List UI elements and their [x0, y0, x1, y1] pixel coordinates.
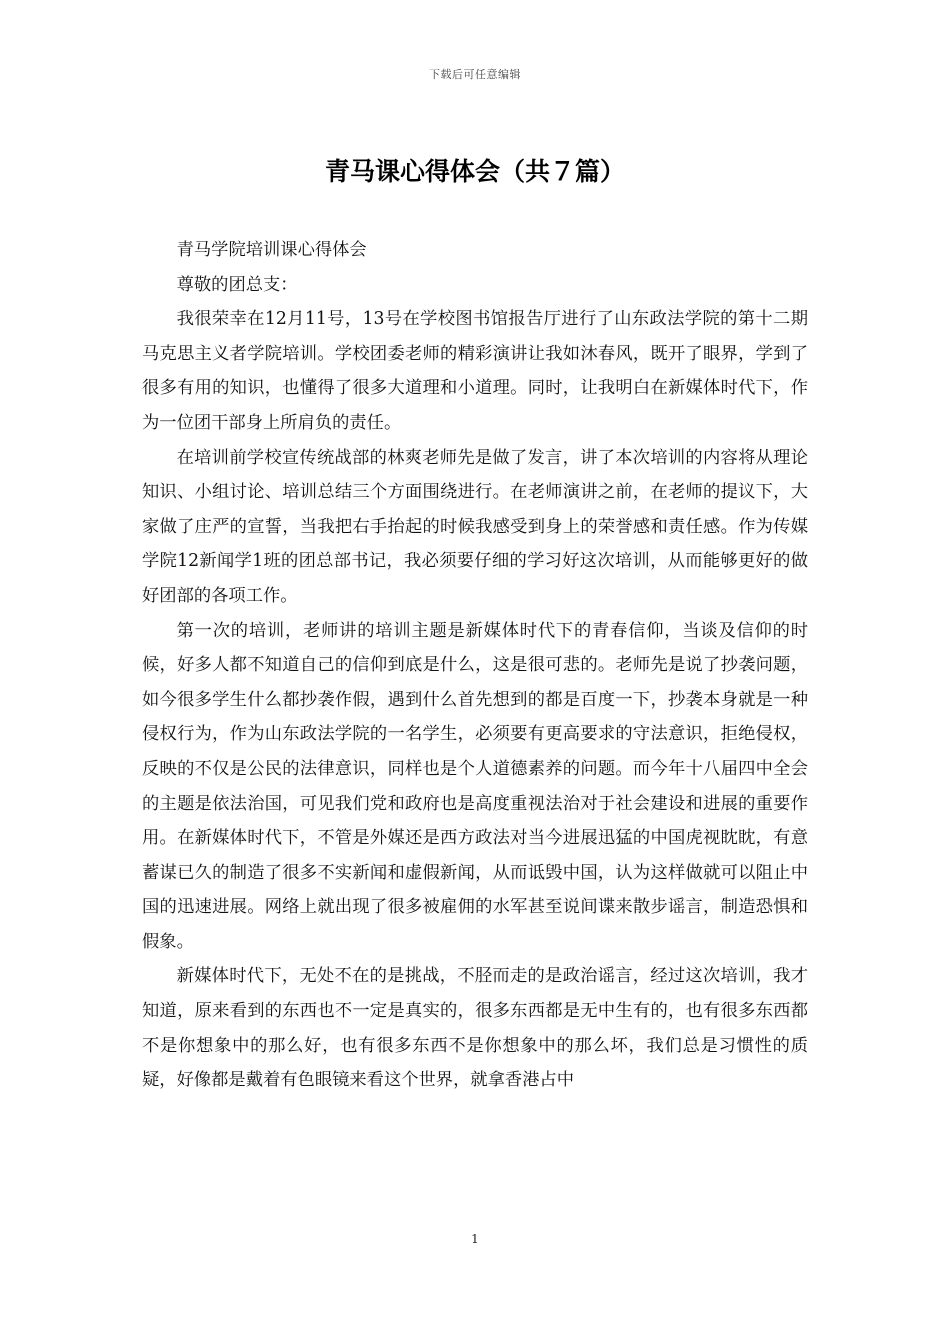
paragraph-1: 我很荣幸在12月11号，13号在学校图书馆报告厅进行了山东政法学院的第十二期马克思主义者学院培训。学校团委老师的精彩演讲让我如沐春风，既开了眼界，学到了很多有用的知识，也懂得了很多大道理和小道理。同时，让我明白在新媒体时代下，作为一位团干部身上所肩负的责任。: [142, 309, 808, 433]
download-note: 下载后可任意编辑: [429, 68, 521, 81]
document-body: [142, 233, 808, 1098]
paragraph-subtitle: 青马学院培训课心得体会: [176, 240, 367, 260]
page-number: 1: [471, 1232, 479, 1246]
paragraph-4: 新媒体时代下，无处不在的是挑战，不胫而走的是政治谣言，经过这次培训，我才知道，原来看到的东西也不一定是真实的，很多东西都是无中生有的，也有很多东西都不是你想象中的那么好，也有很多东西不是你想象中的那么坏，我们总是习惯性的质疑，好像都是戴着有色眼镜来看这个世界，就拿香港占中: [142, 966, 808, 1091]
paragraph-salutation: 尊敬的团总支：: [176, 274, 298, 295]
document-title: 青马课心得体会（共７篇）: [324, 157, 625, 186]
paragraph-3: 第一次的培训，老师讲的培训主题是新媒体时代下的青春信仰，当谈及信仰的时候，好多人都不知道自己的信仰到底是什么，这是很可悲的。老师先是说了抄袭问题，如今很多学生什么都抄袭作假，遇到什么首先想到的都是百度一下，抄袭本身就是一种侵权行为，作为山东政法学院的一名学生，必须要有更高要求的守法意识，拒绝侵权，反映的不仅是公民的法律意识，同样也是个人道德素养的问题。而今年十八届四中全会的主题是依法治国，可见我们党和政府也是高度重视法治对于社会建设和进展的重要作用。在新媒体时代下，不管是外媒还是西方政法对当今进展迅猛的中国虎视眈眈，有意蓄谋已久的制造了很多不实新闻和虚假新闻，从而诋毁中国，认为这样做就可以阻止中国的迅速进展。网络上就出现了很多被雇佣的水军甚至说间谍来散步谣言，制造恐惧和假象。: [142, 620, 808, 952]
paragraph-2: 在培训前学校宣传统战部的林爽老师先是做了发言，讲了本次培训的内容将从理论知识、小组讨论、培训总结三个方面围绕进行。在老师演讲之前，在老师的提议下，大家做了庄严的宣誓，当我把右手抬起的时候我感受到身上的荣誉感和责任感。作为传媒学院12新闻学1班的团总部书记，我必须要仔细的学习好这次培训，从而能够更好的做好团部的各项工作。: [142, 447, 808, 606]
